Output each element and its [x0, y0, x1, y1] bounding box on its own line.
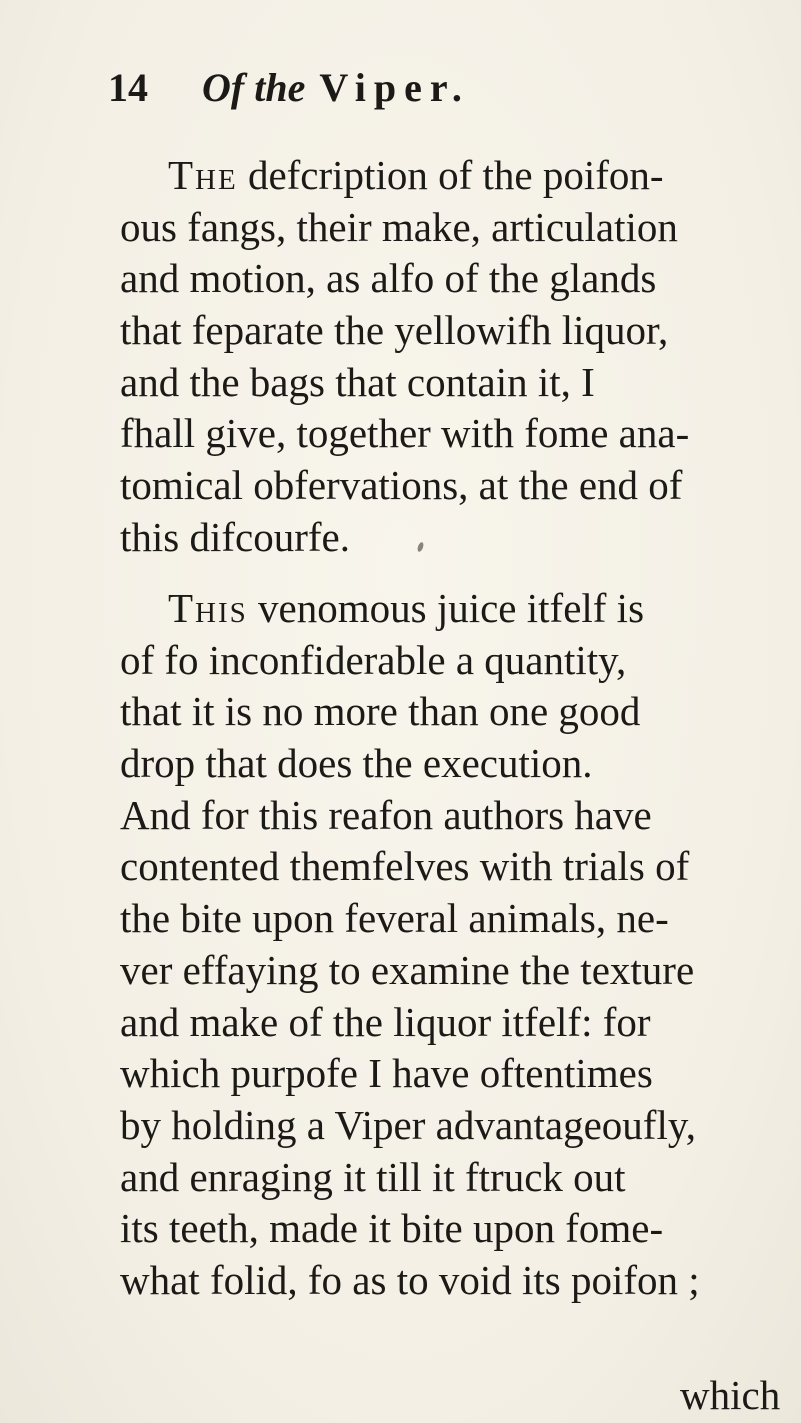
running-head: [202, 58, 470, 118]
running-header: [108, 58, 470, 118]
paragraph-1: [120, 150, 770, 564]
text-line: And for this reafon authors have: [120, 791, 652, 838]
text-line: of fo inconfiderable a quantity,: [120, 636, 627, 683]
text-line: ver effaying to examine the texture: [120, 946, 695, 993]
running-head-title: Viper.: [319, 65, 470, 110]
text-line: that it is no more than one good: [120, 688, 641, 735]
line-text: venomous juice itfelf is: [247, 585, 645, 631]
text-line: its teeth, made it bite upon fome-: [120, 1205, 664, 1252]
paragraph-lead-word: The: [168, 152, 238, 198]
page-number: 14: [108, 65, 148, 110]
text-line: that feparate the yellowifh liquor,: [120, 307, 669, 354]
text-line: the bite upon feveral animals, ne-: [120, 895, 669, 942]
text-line: fhall give, together with fome ana-: [120, 410, 690, 457]
text-line: this difcourfe.: [120, 513, 350, 560]
text-line: and enraging it till it ftruck out: [120, 1153, 626, 1200]
text-line: [120, 583, 770, 635]
text-line: tomical obfervations, at the end of: [120, 462, 683, 509]
text-line: and motion, as alfo of the glands: [120, 255, 657, 302]
paragraph-lead-word: This: [168, 585, 248, 631]
text-line: and the bags that contain it, I: [120, 358, 595, 405]
running-head-prefix: Of the: [202, 65, 306, 110]
text-line: by holding a Viper advantageoufly,: [120, 1101, 696, 1148]
text-line: and make of the liquor itfelf: for: [120, 998, 651, 1045]
text-line: ous fangs, their make, articulation: [120, 203, 678, 250]
line-text: defcription of the poifon-: [237, 152, 664, 198]
paragraph-2: [120, 583, 770, 1307]
catchword: which: [680, 1372, 781, 1418]
text-line: which purpofe I have oftentimes: [120, 1050, 653, 1097]
text-line: what folid, fo as to void its poifon ;: [120, 1256, 700, 1303]
text-line: contented themfelves with trials of: [120, 843, 690, 890]
text-line: drop that does the execution.: [120, 740, 593, 787]
text-line: [120, 150, 770, 202]
